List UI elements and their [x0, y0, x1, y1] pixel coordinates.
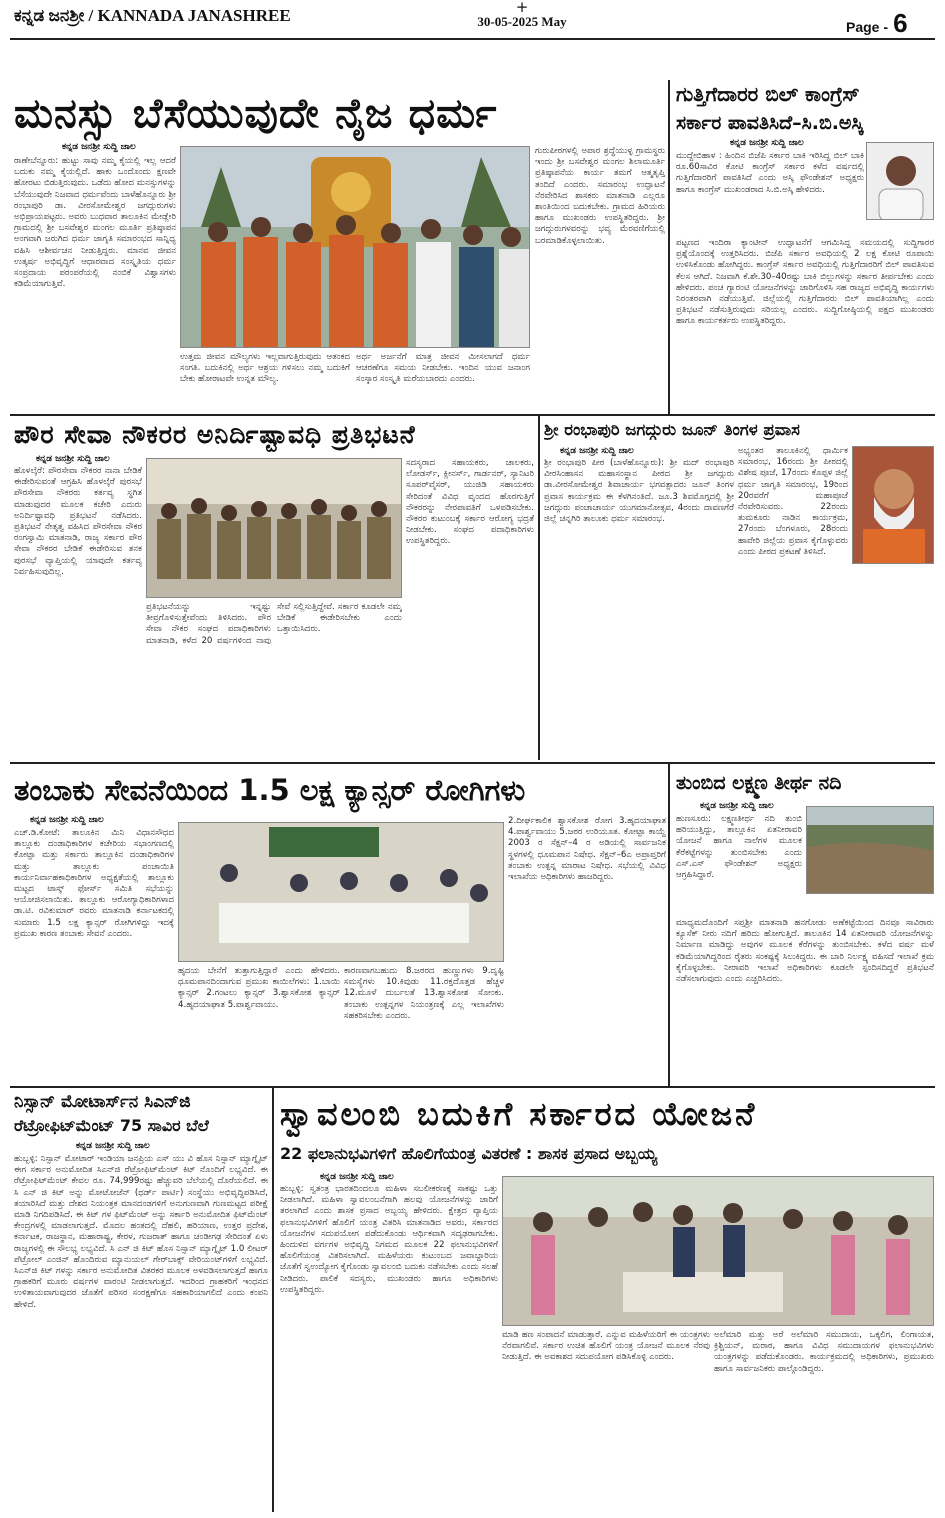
article-2-headline-2: ಸರ್ಕಾರ ಪಾವತಿಸಿದೆ–ಸಿ.ಬಿ.ಅಸ್ಕಿ — [676, 112, 864, 134]
article-4-portrait — [852, 446, 934, 564]
article-5-col4: 2.ದೀರ್ಘಕಾಲಿಕ ಶ್ವಾಸಕೋಶ ರೋಗ 3.ಹೃದಯಾಘಾತ 4.ಪಾರ್ಶ್ವವಾಯು 5.ಜಠರ ಉರಿಯೂತ. ಕೋಟ್ಪಾ ಕಾಯ್ದೆ 2003 ರ ಸೆಕ್ಷನ್–4 ರ ಅಡಿಯಲ್ಲಿ ಸಾರ್ವಜನಿಕ ಸ್ಥಳಗಳಲ್ಲಿ ಧೂಮಪಾನ ನಿಷೇಧ. ಸೆಕ್ಷನ್–6ಎ ಅಪ್ರಾಪ್ತರಿಗೆ ತಂಬಾಕು ಉತ್ಪನ್ನ ಮಾರಾಟ ನಿಷೇಧ. ಸಭೆಯಲ್ಲಿ ವಿವಿಧ ಇಲಾಖೆಯ ಅಧಿಕಾರಿಗಳು ಹಾಜರಿದ್ದರು. — [508, 816, 666, 883]
article-3-headline-box — [14, 418, 534, 454]
divider-vertical-bottom — [272, 1088, 274, 1512]
page-number: 6 — [893, 8, 908, 38]
article-3-col3: ಸದಸ್ಯರಾದ ಸಹಾಯಕರು, ಚಾಲಕರು, ಲೋಡರ್ಸ್, ಕ್ಲೀನರ್ಸ್, ಗಾರ್ಡನರ್, ಸ್ಯಾನಿಟರಿ ಸೂಪರ್‌ವೈಸರ್, ಯುಜಿಡಿ ಸಹಾಯಕರು ಸೇರಿದಂತೆ ವಿವಿಧ ವೃಂದದ ಹೊರಗುತ್ತಿಗೆ ನೌಕರರನ್ನು ನೇರಪಾವತಿಗೆ ಒಳಪಡಿಸಬೇಕು. ನೌಕರರ ಕುಟುಂಬಕ್ಕೆ ಸರ್ಕಾರ ಆರೋಗ್ಯ ಭದ್ರತೆ ನೀಡಬೇಕು. ಸಂಘದ ಪದಾಧಿಕಾರಿಗಳು ಉಪಸ್ಥಿತರಿದ್ದರು. — [406, 458, 534, 547]
article-7-byline: ಕನ್ನಡ ಜನಶ್ರೀ ಸುದ್ದಿ ಜಾಲ — [76, 1141, 150, 1151]
article-5-byline-box — [30, 815, 190, 827]
swamiji-image — [853, 447, 934, 564]
article-1-col3: ಅರ್ಥ ಅರ್ಜನೆಗೆ ಮಾತ್ರ ಜೀವನ ಮೀಸಲಾಗದೆ ಧರ್ಮ ಆಚರಣೆಗೂ ಸಮಯ ನೀಡಬೇಕು. ಇಂದಿನ ಯುವ ಜನಾಂಗ ಸಂಸ್ಕಾರ ಸಂಸ್ಕೃತಿ ಮರೆಯಬಾರದು ಎಂದರು. — [356, 352, 530, 385]
masthead — [14, 6, 394, 34]
article-2-byline-box — [730, 138, 880, 150]
header-rule — [10, 38, 935, 40]
article-8-headline-box — [280, 1092, 936, 1138]
article-8-subheadline: 22 ಫಲಾನುಭವಿಗಳಿಗೆ ಹೊಲಿಗೆಯಂತ್ರ ವಿತರಣೆ : ಶಾಸಕ ಪ್ರಸಾದ ಅಬ್ಬಯ್ಯ — [280, 1144, 658, 1163]
article-8-col1: ಹುಬ್ಬಳ್ಳಿ: ಸ್ವತಂತ್ರ ಭಾರತದಿಂದಲೂ ಮಹಿಳಾ ಸಬಲೀಕರಣಕ್ಕೆ ಸಾಕಷ್ಟು ಒತ್ತು ನೀಡಲಾಗಿದೆ. ಮಹಿಳಾ ಸ್ವಾವಲಂಬನೆಗಾಗಿ ಹಲವು ಯೋಜನೆಗಳನ್ನು ಜಾರಿಗೆ ತರಲಾಗಿದೆ ಎಂದು ಶಾಸಕ ಪ್ರಸಾದ ಅಬ್ಬಯ್ಯ ಹೇಳಿದರು. ಕ್ಷೇತ್ರದ ವ್ಯಾಪ್ತಿಯ ಫಲಾನುಭವಿಗಳಿಗೆ ಹೊಲಿಗೆ ಯಂತ್ರ ವಿತರಿಸಿ ಮಾತನಾಡಿದ ಅವರು, ಸರ್ಕಾರದ ಯೋಜನೆಗಳ ಸದುಪಯೋಗ ಪಡೆದುಕೊಂಡು ಆರ್ಥಿಕವಾಗಿ ಸದೃಢರಾಗಬೇಕು. ಹಿಂದುಳಿದ ವರ್ಗಗಳ ಅಭಿವೃದ್ಧಿ ನಿಗಮದ ಮೂಲಕ 22 ಫಲಾನುಭವಿಗಳಿಗೆ ಹೊಲಿಗೆಯಂತ್ರ ವಿತರಿಸಲಾಗಿದೆ. ಮಹಿಳೆಯರು ಕುಟುಂಬದ ಜವಾಬ್ದಾರಿಯ ಜೊತೆಗೆ ಸ್ವಉದ್ಯೋಗ ಕೈಗೊಂಡು ಸ್ವಾವಲಂಬಿ ಬದುಕು ನಡೆಸಬೇಕು ಎಂದು ಸಲಹೆ ನೀಡಿದರು. ಪಾಲಿಕೆ ಸದಸ್ಯರು, ಮುಖಂಡರು ಹಾಗೂ ಅಧಿಕಾರಿಗಳು ಉಪಸ್ಥಿತರಿದ್ದರು. — [280, 1184, 498, 1295]
article-1-photo — [180, 146, 530, 348]
article-4-headline: ಶ್ರೀ ರಂಭಾಪುರಿ ಜಗದ್ಗುರು ಜೂನ್ ತಿಂಗಳ ಪ್ರವಾಸ — [544, 420, 800, 439]
article-6-col1: ಹುಣಸೂರು: ಲಕ್ಷ್ಮಣತೀರ್ಥ ನದಿ ತುಂಬಿ ಹರಿಯುತ್ತಿದ್ದು, ತಾಲ್ಲೂಕಿನ ಏತನೀರಾವರಿ ಯೋಜನೆ ಹಾಗೂ ನಾಲೆಗಳ ಮೂಲಕ ಕೆರೆಕಟ್ಟೆಗಳನ್ನು ತುಂಬಿಸಬೇಕು ಎಂದು ಎಸ್.ಎಸ್ ಫೌಂಡೇಶನ್ ಅಧ್ಯಕ್ಷರು ಆಗ್ರಹಿಸಿದ್ದಾರೆ. — [676, 814, 802, 881]
article-1-headline-box — [14, 86, 664, 142]
article-3-headline: ಪೌರ ಸೇವಾ ನೌಕರರ ಅನಿರ್ದಿಷ್ಟಾವಧಿ ಪ್ರತಿಭಟನೆ — [14, 420, 416, 449]
article-5-col2: ಹೃದಯ ಬೇನೆಗೆ ತುತ್ತಾಗುತ್ತಿದ್ದಾರೆ ಎಂದು ಹೇಳಿದರು. ಧೂಮಪಾನದಿಂದಾಗುವ ಪ್ರಮುಖ ಕಾಯಿಲೆಗಳು: 1.ಬಾಯಿ ಕ್ಯಾನ್ಸರ್ 2.ಗಂಟಲು ಕ್ಯಾನ್ಸರ್ 3.ಶ್ವಾಸಕೋಶ ಕ್ಯಾನ್ಸರ್ 4.ಹೃದಯಾಘಾತ 5.ಪಾರ್ಶ್ವವಾಯು. — [178, 966, 340, 1010]
meeting-image — [179, 823, 504, 962]
distribution-image — [503, 1177, 934, 1326]
divider-horizontal-2 — [10, 762, 935, 764]
article-3-col2: ಪ್ರತಿಭಟನೆಯನ್ನು ಇನ್ನಷ್ಟು ತೀವ್ರಗೊಳಿಸುತ್ತೇವೆಂದು ತಿಳಿಸಿದರು. ಪೌರ ಸೇವಾ ನೌಕರ ಸಂಘದ ಪದಾಧಿಕಾರಿಗಳು ಮಾತನಾಡಿ, ಕಳೆದ 20 ವರ್ಷಗಳಿಂದ ನಾವು ಸೇವೆ ಸಲ್ಲಿಸುತ್ತಿದ್ದೇವೆ. ಸರ್ಕಾರ ಕೂಡಲೇ ನಮ್ಮ ಬೇಡಿಕೆ ಈಡೇರಿಸಬೇಕು ಎಂದು ಒತ್ತಾಯಿಸಿದರು. — [146, 602, 402, 646]
divider-horizontal-3 — [10, 1086, 935, 1088]
article-8-photo — [502, 1176, 934, 1326]
article-1-col2: ಉತ್ತಮ ಜೀವನ ಮೌಲ್ಯಗಳು ಇಲ್ಲವಾಗುತ್ತಿರುವುದು ಆತಂಕದ ಸಂಗತಿ. ಬದುಕಿನಲ್ಲಿ ಅರ್ಥ ಆಶ್ರಯ ಗಳಿಸಲು ನಮ್ಮ ಬದುಕಿಗೆ ಬೇಕು ಹೋರಾಟವೇ ಉನ್ನತ ಮೌಲ್ಯ. — [180, 352, 350, 385]
article-1-headline: ಮನಸ್ಸು ಬೆಸೆಯುವುದೇ ನೈಜ ಧರ್ಮ — [14, 89, 498, 137]
river-image — [807, 807, 934, 894]
article-5-col1: ಎಚ್.ಡಿ.ಕೋಟೆ: ತಾಲೂಕಿನ ಮಿನಿ ವಿಧಾನಸೌಧದ ತಾಲ್ಲೂಕು ದಂಡಾಧಿಕಾರಿಗಳ ಕಚೇರಿಯ ಸಭಾಂಗಣದಲ್ಲಿ ಕೋಟ್ಪಾ ಮತ್ತು ಸರ್ಕಾರು ತಾಲ್ಲೂಕಿನ ದಂಡಾಧಿಕಾರಿಗಳ ಮತ್ತು ತಾಲ್ಲೂಕು ಪಂಚಾಯಿತಿ ಕಾರ್ಯನಿರ್ವಾಹಕಾಧಿಕಾರಿಗಳ ಅಧ್ಯಕ್ಷತೆಯಲ್ಲಿ ತಾಲ್ಲೂಕು ಮಟ್ಟದ ಟಾಸ್ಕ್ ಫೋರ್ಸ್ ಸಮಿತಿ ಸಭೆಯನ್ನು ಆಯೋಜಿಸಲಾಯಿತು. ತಾಲ್ಲೂಕು ಆರೋಗ್ಯಾಧಿಕಾರಿಗಳಾದ ಡಾ.ಟಿ. ರವಿಕುಮಾರ್ ರವರು ಮಾತನಾಡಿ ಕರ್ನಾಟಕದಲ್ಲಿ ಸುಮಾರು 1.5 ಲಕ್ಷ ಕ್ಯಾನ್ಸರ್ ರೋಗಿಗಳಿದ್ದು ಇದಕ್ಕೆ ಪ್ರಮುಖ ಕಾರಣ ತಂಬಾಕು ಸೇವನೆ ಎಂದರು. — [14, 828, 174, 939]
article-1-col1: ರಾಣೇಬೆನ್ನೂರು: ಹುಟ್ಟು ಸಾವು ನಮ್ಮ ಕೈಯಲ್ಲಿ ಇಲ್ಲ ಆದರೆ ಬದುಕು ನಮ್ಮ ಕೈಯಲ್ಲಿದೆ. ಹಾಕು ಒಂದೊಂದು ಕ್ಷಣವೇ ಹೋರಟು ಬಿಡುತ್ತಿರುವುದು. ಒಡೆದು ಹೋದ ಮನಸ್ಸುಗಳನ್ನು ಬೆಸೆಯುವುದೇ ನಿಜವಾದ ಧರ್ಮವೆಂದು ಬಾಳೆಹೊನ್ನೂರು ಶ್ರೀ ರಂಭಾಪುರಿ ಡಾ. ವೀರಸೋಮೇಶ್ವರ ಜಗದ್ಗುರುಗಳು ಅಭಿಪ್ರಾಯಪಟ್ಟರು. ಅವರು ಬುಧವಾರ ತಾಲೂಕಿನ ಮೇಡ್ಲೇರಿ ಗ್ರಾಮದಲ್ಲಿ ಶ್ರೀ ಬಸವೇಶ್ವರ ಮಂಗಲ ಮೂರ್ತಿ ಪ್ರತಿಷ್ಠಾಪನ ಅಂಗವಾಗಿ ಜರುಗಿದ ಧರ್ಮ ಜಾಗೃತಿ ಸಮಾರಂಭದ ಸಾನ್ನಿಧ್ಯ ವಹಿಸಿ ಆಶೀರ್ವಚನ ನೀಡುತ್ತಿದ್ದರು. ಮಾನವ ಜೀವನ ಉತ್ಕರ್ಷ ಅಭಿವೃದ್ಧಿಗೆ ಆಧಾರವಾದ ಸಂಸ್ಕೃತಿಯ ಧರ್ಮ ಸಂಪ್ರದಾಯ ಪರಂಪರೆಯಲ್ಲಿ ನಂಬಿಕೆ ವಿಶ್ವಾಸಗಳು ಕಡಿಮೆಯಾಗುತ್ತಿವೆ. — [14, 156, 176, 290]
article-7-headline-2-box — [14, 1114, 268, 1140]
issue-date: 30-05-2025 May — [477, 14, 567, 29]
article-7-body: ಹುಬ್ಬಳ್ಳಿ: ನಿಸ್ಸಾನ್ ಮೋಟಾರ್ ಇಂಡಿಯಾ ಜನಪ್ರಿಯ ಎಸ್ ಯು ವಿ ಹೊಸ ನಿಸ್ಸಾನ್ ಮ್ಯಾಗ್ನೈಟ್ ಈಗ ಸರ್ಕಾರ ಅನುಮೋದಿತ ಸಿಎನ್‌ಜಿ ರೆಟ್ರೋಫಿಟ್‌ಮೆಂಟ್ ಕಿಟ್ ನೊಂದಿಗೆ ಲಭ್ಯವಿದೆ. ಈ ರೆಟ್ರೋಫಿಟ್‌ಮೆಂಟ್ ಕೇವಲ ರೂ. 74,999ರಷ್ಟು ಹೆಚ್ಚುವರಿ ಬೆಲೆಯಲ್ಲಿ ದೊರೆಯಲಿದೆ. ಈ ಸಿ ಎನ್ ಜಿ ಕಿಟ್ ಅನ್ನು ಮೋಟೋಜೆನ್ (ಥರ್ಡ್ ಪಾರ್ಟಿ) ಸಂಸ್ಥೆಯು ಅಭಿವೃದ್ಧಿಪಡಿಸಿದೆ, ತಯಾರಿಸಿದೆ ಮತ್ತು ದೇಶದ ನಿಯಂತ್ರಕ ಮಾನದಂಡಗಳಿಗೆ ಅನುಗುಣವಾಗಿ ಗುಣಮಟ್ಟದ ಪರೀಕ್ಷೆ ಮಾಡಿ ನಿಗದಿಪಡಿಸಿದೆ. ಈ ಕಿಟ್ ಗಳ ಫಿಟ್‌ಮೆಂಟ್ ಅನ್ನು ಸರ್ಕಾರಿ ಅನುಮೋದಿತ ಫಿಟ್‌ಮೆಂಟ್ ಕೇಂದ್ರಗಳಲ್ಲಿ ಮಾಡಲಾಗುತ್ತದೆ. ಮೊದಲ ಹಂತದಲ್ಲಿ ದೆಹಲಿ, ಹರಿಯಾಣ, ಉತ್ತರ ಪ್ರದೇಶ, ಕರ್ನಾಟಕ, ರಾಜಸ್ಥಾನ, ಮಹಾರಾಷ್ಟ್ರ, ಕೇರಳ, ಗುಜರಾತ್ ಹಾಗೂ ಚಂಡೀಗಢ ಸೇರಿದಂತೆ ಏಳು ರಾಜ್ಯಗಳಲ್ಲಿ ಈ ಸೌಲಭ್ಯ ಲಭ್ಯವಿದೆ. ಸಿ ಎನ್ ಜಿ ಕಿಟ್ ಹೊಸ ನಿಸ್ಸಾನ್ ಮ್ಯಾಗ್ನೈಟ್ 1.0 ಲೀಟರ್ ಪೆಟ್ರೋಲ್ ಎಂಜಿನ್ ಹೊಂದಿರುವ ಮ್ಯಾನುಯಲ್ ಗೇರ್‌ಬಾಕ್ಸ್ ವೇರಿಯಂಟ್‌ಗಳಿಗೆ ಲಭ್ಯವಿದೆ. ಸಿಎನ್‌ಜಿ ಕಿಟ್ ಗಳನ್ನು ಸರ್ಕಾರ ಅನುಮೋದಿತ ವಿತರಕರ ಮೂಲಕ ಅಳವಡಿಸಲಾಗುತ್ತದೆ ಹಾಗೂ ಗ್ರಾಹಕರಿಗೆ ಮೂರು ವರ್ಷಗಳ ವಾರಂಟಿ ನೀಡಲಾಗುತ್ತದೆ. ಇದರಿಂದ ಗ್ರಾಹಕರಿಗೆ ಇಂಧನದ ಉಳಿತಾಯವಾಗುವುದರ ಜೊತೆಗೆ ಪರಿಸರ ಸಂರಕ್ಷಣೆಗೂ ಸಹಕಾರಿಯಾಗಲಿದೆ ಎಂದು ಕಂಪನಿ ಹೇಳಿದೆ. — [14, 1154, 268, 1310]
article-4-byline-box — [560, 446, 720, 458]
divider-vertical-top — [668, 80, 670, 414]
article-5-byline: ಕನ್ನಡ ಜನಶ್ರೀ ಸುದ್ದಿ ಜಾಲ — [30, 815, 104, 825]
article-7-headline-1: ನಿಸ್ಸಾನ್ ಮೋಟಾರ್ಸ್‌ನ ಸಿಎನ್‌ಜಿ — [14, 1092, 191, 1112]
article-2-headline-1-box — [676, 80, 936, 110]
divider-vertical-lower — [668, 764, 670, 1086]
article-7-headline-2: ರೆಟ್ರೋಫಿಟ್‌ಮೆಂಟ್ 75 ಸಾವಿರ ಬೆಲೆ — [14, 1116, 209, 1135]
page-label: Page - — [846, 19, 889, 35]
article-4-byline: ಕನ್ನಡ ಜನಶ್ರೀ ಸುದ್ದಿ ಜಾಲ — [560, 446, 634, 456]
article-4-col2a: ಅಭ್ಯಂತರ ತಾಲೂಕಿನಲ್ಲಿ ಧಾರ್ಮಿಕ ಸಮಾರಂಭ, 16ರಂದು ಶ್ರೀ ಪೀಠದಲ್ಲಿ ವಿಶೇಷ ಪೂಜೆ, 17ರಂದು ಕೊಪ್ಪಳ ಜಿಲ್ಲೆ ಧರ್ಮ ಜಾಗೃತಿ ಸಮಾರಂಭ, 19ರಿಂದ 20ರವರೆಗೆ ಮಹಾಪೂಜೆ ನೆರವೇರಿಸುವರು. 22ರಂದು ತುಮಕೂರು ನಾಡಿನ ಕಾರ್ಯಕ್ರಮ, 27ರಂದು ಬೆಂಗಳೂರು, 28ರಂದು ಹಾವೇರಿ ಜಿಲ್ಲೆಯ ಪ್ರವಾಸ ಕೈಗೊಳ್ಳುವರು ಎಂದು ಪೀಠದ ಪ್ರಕಟಣೆ ತಿಳಿಸಿದೆ. — [738, 446, 848, 557]
article-8-subheadline-box — [280, 1140, 936, 1170]
issue-date-block — [462, 0, 582, 34]
article-5-col3: ಕಾರಣವಾಗಬಹುದು 8.ಜಠರದ ಹುಣ್ಣುಗಳು 9.ದೃಷ್ಟಿ ಸಮಸ್ಯೆಗಳು 10.ಕಿವುಡು 11.ರಕ್ತದೊತ್ತಡ ಹೆಚ್ಚಳ 12.ಮೂಳೆ ದುರ್ಬಲತೆ 13.ಶ್ವಾಸಕೋಶ ಸೋಂಕು. ತಂಬಾಕು ಉತ್ಪನ್ನಗಳ ನಿಯಂತ್ರಣಕ್ಕೆ ಎಲ್ಲ ಇಲಾಖೆಗಳು ಸಹಕರಿಸಬೇಕು ಎಂದರು. — [344, 966, 504, 1021]
article-6-headline-box — [676, 768, 934, 800]
article-6-body: ಮಾಧ್ಯಮದೊಂದಿಗೆ ಸಪ್ತಶ್ರೀ ಮಾತನಾಡಿ ಹನಗೋಡು ಅಣೆಕಟ್ಟೆಯಿಂದ ದಿನವೂ ಸಾವಿರಾರು ಕ್ಯೂಸೆಕ್ ನೀರು ನದಿಗೆ ಹರಿದು ಹೋಗುತ್ತಿದೆ. ತಾಲೂಕಿನ 14 ಏತನೀರಾವರಿ ಯೋಜನೆಗಳನ್ನು ನಿರ್ಮಾಣ ಮಾಡಿದ್ದು ಅವುಗಳ ಮೂಲಕ ಕೆರೆಗಳನ್ನು ತುಂಬಿಸಬೇಕು. ಕಳೆದ ವರ್ಷ ಮಳೆ ಕಡಿಮೆಯಾಗಿದ್ದರಿಂದ ರೈತರು ಸಂಕಷ್ಟಕ್ಕೆ ಸಿಲುಕಿದ್ದರು. ಈ ಬಾರಿ ನಿರ್ಲಕ್ಷ್ಯ ವಹಿಸದೆ ಇಲಾಖೆ ಕ್ರಮ ಕೈಗೊಳ್ಳಬೇಕು. ನೀರಾವರಿ ಇಲಾಖೆ ಅಧಿಕಾರಿಗಳು ಕೂಡಲೇ ಸ್ಪಂದಿಸದಿದ್ದರೆ ಪ್ರತಿಭಟನೆ ನಡೆಸಲಾಗುವುದು ಎಂದು ಎಚ್ಚರಿಸಿದರು. — [676, 918, 934, 985]
article-2-byline: ಕನ್ನಡ ಜನಶ್ರೀ ಸುದ್ದಿ ಜಾಲ — [730, 138, 804, 148]
article-7-headline-1-box — [14, 1090, 268, 1116]
crosshair-icon: + — [515, 0, 529, 16]
portrait-image — [867, 143, 934, 220]
article-5-headline-box — [14, 766, 664, 816]
article-8-byline: ಕನ್ನಡ ಜನಶ್ರೀ ಸುದ್ದಿ ಜಾಲ — [320, 1172, 394, 1182]
article-3-photo — [146, 458, 402, 598]
article-2-body: ಪಟ್ಟಣದ ಇಂದಿರಾ ಕ್ಯಾಂಟೀನ್ ಉದ್ಘಾಟನೆಗೆ ಆಗಮಿಸಿದ್ದ ಸಮಯದಲ್ಲಿ ಸುದ್ದಿಗಾರರ ಪ್ರಶ್ನೆಯೊಂದಕ್ಕೆ ಉತ್ತರಿಸಿದರು. ಬಿಜೆಪಿ ಸರ್ಕಾರ ಅವಧಿಯಲ್ಲಿ 2 ಲಕ್ಷ ಕೋಟಿ ರೂಪಾಯಿ ಉಳಿಸಿಕೊಂಡು ಹೋಗಿದ್ದರು. ಕಾಂಗ್ರೆಸ್ ಸರ್ಕಾರ ಅವಧಿಯಲ್ಲಿ ಗುತ್ತಿಗೆದಾರರಿಗೆ ಬಿಲ್ ಪಾವತಿಸುವ ಕೆಲಸ ಆಗಿದೆ. ನಿಜವಾಗಿ ಕೆ.ಶೇ.30–40ರಷ್ಟು ಬಾಕಿ ಬಿಲ್ಲುಗಳನ್ನು ಸರ್ಕಾರ ತೀರ್ಪಬೇಕು ಎಂದು ಹೇಳಿದರು. ಪಂಚ ಗ್ಯಾರಂಟಿ ಯೋಜನೆಗಳನ್ನು ಜಾರಿಗೊಳಿಸಿ ಸಹ ರಾಜ್ಯದ ಅಭಿವೃದ್ಧಿ ಕಾರ್ಯಗಳು ನಿರಂತರವಾಗಿ ನಡೆಯುತ್ತಿವೆ. ಜಿಲ್ಲೆಯಲ್ಲಿ ಗುತ್ತಿಗೆದಾರರು ಬಿಲ್ ಪಾವತಿಯಾಗಿಲ್ಲ ಎಂದು ಪ್ರತಿಭಟನೆ ನಡೆಸುತ್ತಿರುವುದು ಸರಿಯಲ್ಲ ಎಂದರು. ಸುದ್ದಿಗೋಷ್ಠಿಯಲ್ಲಿ ಪಕ್ಷದ ಮುಖಂಡರು ಹಾಗೂ ಕಾರ್ಯಕರ್ತರು ಉಪಸ್ಥಿತರಿದ್ದರು. — [676, 238, 934, 327]
article-4-headline-box — [544, 418, 936, 444]
article-5-photo — [178, 822, 504, 962]
article-7-byline-box — [76, 1141, 236, 1153]
article-2-portrait — [866, 142, 934, 220]
protest-image — [147, 459, 402, 598]
article-3-col1: ಹೊಳಲ್ಕೆರೆ: ಪೌರಸೇವಾ ನೌಕರರ ನಾನಾ ಬೇಡಿಕೆ ಈಡೇರಿಸುವಂತೆ ಆಗ್ರಹಿಸಿ ಹೊಳಲ್ಕೆರೆ ಪುರಸಭೆ ಪೌರಸೇವಾ ನೌಕರರು ಕರ್ತವ್ಯ ಸ್ಥಗಿತ ಮಾಡುವುದರ ಮೂಲಕ ಕಚೇರಿ ಎದುರು ಅನಿರ್ದಿಷ್ಟಾವಧಿ ಪ್ರತಿಭಟನೆ ನಡೆಸಿದರು. ಪ್ರತಿಭಟನೆ ನೇತೃತ್ವ ವಹಿಸಿದ ಪೌರಸೇವಾ ನೌಕರ ರಂಗಸ್ವಾಮಿ ಮಾತನಾಡಿ, ರಾಜ್ಯ ಸರ್ಕಾರ ಪೌರ ಸೇವಾ ನೌಕರರ ಬೇಡಿಕೆ ಈಡೇರಿಸುವ ತನಕ ಪುರಸಭೆ ವ್ಯಾಪ್ತಿಯಲ್ಲಿ ಯಾವುದೇ ಕರ್ತವ್ಯ ನಿರ್ವಹಿಸುವುದಿಲ್ಲ. — [14, 466, 142, 577]
article-8-col2: ಮಾಡಿ ಹಣ ಸಂಪಾದನೆ ಮಾಡುತ್ತಾರೆ. ಎನ್ನುವ ಮಹಿಳೆಯರಿಗೆ ಈ ಯಂತ್ರಗಳು ನೆರವಾಗಲಿವೆ. ಸರ್ಕಾರ ಉಚಿತ ಹೊಲಿಗೆ ಯಂತ್ರ ಯೋಜನೆ ಮೂಲಕ ನೆರವು ನೀಡುತ್ತಿದೆ. ಈ ಅವಕಾಶದ ಸದುಪಯೋಗ ಪಡಿಸಿಕೊಳ್ಳಿ ಎಂದರು. — [502, 1330, 710, 1363]
article-2-headline-2-box — [676, 110, 936, 140]
article-8-byline-box — [320, 1172, 480, 1184]
article-2-intro: ಮುದ್ದೇಬಿಹಾಳ : ಹಿಂದಿನ ಬಿಜೆಪಿ ಸರ್ಕಾರ ಬಾಕಿ ಇರಿಸಿದ್ದ ಬಿಲ್ ಬಾಕಿ ರೂ.60ಸಾವಿರ ಕೋಟಿ ಕಾಂಗ್ರೆಸ್ ಸರ್ಕಾರ ಕಳೆದ ವರ್ಷದಲ್ಲಿ ಗುತ್ತಿಗೆದಾರರಿಗೆ ಪಾವತಿಸಿದೆ ಎಂದು ಅಸ್ಕಿ ಫೌಂಡೇಶನ್ ಅಧ್ಯಕ್ಷರು ಹಾಗೂ ಕಾಂಗ್ರೆಸ್ ಮುಖಂಡರಾದ ಸಿ.ಬಿ.ಅಸ್ಕಿ ಹೇಳಿದರು. — [676, 151, 864, 195]
divider-horizontal-1 — [10, 414, 935, 416]
article-4-col1: ಶ್ರೀ ರಂಭಾಪುರಿ ಪೀಠ (ಬಾಳೆಹೊನ್ನೂರು): ಶ್ರೀ ಮದ್ ರಂಭಾಪುರಿ ವೀರಸಿಂಹಾಸನ ಮಹಾಸಂಸ್ಥಾನ ಪೀಠದ ಶ್ರೀ ಜಗದ್ಗುರು ಡಾ.ವೀರಸೋಮೇಶ್ವರ ಶಿವಾಚಾರ್ಯ ಭಗವತ್ಪಾದರು ಜೂನ್ ತಿಂಗಳ ಪ್ರವಾಸ ಕಾರ್ಯಕ್ರಮ ಈ ಕೆಳಗಿನಂತಿದೆ. ಜೂ.3 ಶಿವಮೊಗ್ಗದಲ್ಲಿ ಶ್ರೀ ಜಗದ್ಗುರು ಪಂಚಾಚಾರ್ಯ ಯುಗಮಾನೋತ್ಸವ, 4ರಂದು ದಾವಣಗೆರೆ ಜಿಲ್ಲೆ ಚನ್ನಗಿರಿ ತಾಲೂಕು ಧರ್ಮ ಸಮಾರಂಭ. — [544, 458, 734, 525]
divider-vertical-mid — [538, 416, 540, 760]
article-1-byline: ಕನ್ನಡ ಜನಶ್ರೀ ಸುದ್ದಿ ಜಾಲ — [62, 142, 136, 152]
article-6-headline: ತುಂಬಿದ ಲಕ್ಷ್ಮಣ ತೀರ್ಥ ನದಿ — [676, 772, 842, 794]
procession-image — [181, 147, 530, 348]
article-2-headline-1: ಗುತ್ತಿಗೆದಾರರ ಬಿಲ್ ಕಾಂಗ್ರೆಸ್ — [676, 82, 860, 106]
article-8-col3: ಅಲೆಮಾರಿ ಮತ್ತು ಅರೆ ಅಲೆಮಾರಿ ಸಮುದಾಯ, ಒಕ್ಕಲಿಗ, ಲಿಂಗಾಯತ, ಕ್ರಿಶ್ಚಿಯನ್, ಮರಾಠ, ಹಾಗೂ ವಿವಿಧ ಸಮುದಾಯಗಳ ಫಲಾನುಭವಿಗಳು ಯಂತ್ರಗಳನ್ನು ಪಡೆದುಕೊಂಡರು. ಕಾರ್ಯಕ್ರಮದಲ್ಲಿ ಅಧಿಕಾರಿಗಳು, ಪ್ರಮುಖರು ಹಾಗೂ ಸಾರ್ವಜನಿಕರು ಪಾಲ್ಗೊಂಡಿದ್ದರು. — [714, 1330, 934, 1374]
article-6-photo — [806, 806, 934, 894]
article-1-col4: ಗುರುಪೀಠಗಳಲ್ಲಿ ಅಪಾರ ಶ್ರದ್ಧೆಯುಳ್ಳ ಗ್ರಾಮಸ್ಥರು ಇಂದು ಶ್ರೀ ಬಸವೇಶ್ವರ ಮಂಗಲ ಶಿಲಾಮೂರ್ತಿ ಪ್ರತಿಷ್ಠಾಪನೆಯ ಕಾರ್ಯ ತಮಗೆ ಆತ್ಮತೃಪ್ತಿ ತಂದಿದೆ ಎಂದರು. ಸಮಾರಂಭ ಉದ್ಘಾಟನೆ ನೆರವೇರಿಸಿದ ಶಾಸಕರು ಮಾತನಾಡಿ ಎಲ್ಲರೂ ಶಾಂತಿಯಿಂದ ಬದುಕಬೇಕು. ಗ್ರಾಮದ ಹಿರಿಯರು ಹಾಗೂ ಮುಖಂಡರು ಉಪಸ್ಥಿತರಿದ್ದರು. ಶ್ರೀ ಜಗದ್ಗುರುಗಳವರನ್ನು ಭವ್ಯ ಮೆರವಣಿಗೆಯಲ್ಲಿ ಬರಮಾಡಿಕೊಳ್ಳಲಾಯಿತು. — [535, 146, 665, 246]
article-5-headline: ತಂಬಾಕು ಸೇವನೆಯಿಂದ 1.5 ಲಕ್ಷ ಕ್ಯಾನ್ಸರ್ ರೋಗಿಗಳು — [14, 773, 526, 807]
article-3-byline: ಕನ್ನಡ ಜನಶ್ರೀ ಸುದ್ದಿ ಜಾಲ — [36, 454, 110, 464]
page-number-block — [846, 8, 941, 38]
masthead-title: ಕನ್ನಡ ಜನಶ್ರೀ / KANNADA JANASHREE — [14, 6, 291, 25]
article-6-byline: ಕನ್ನಡ ಜನಶ್ರೀ ಸುದ್ದಿ ಜಾಲ — [700, 801, 774, 811]
article-8-headline: ಸ್ವಾವಲಂಬಿ ಬದುಕಿಗೆ ಸರ್ಕಾರದ ಯೋಜನೆ — [280, 1095, 758, 1133]
